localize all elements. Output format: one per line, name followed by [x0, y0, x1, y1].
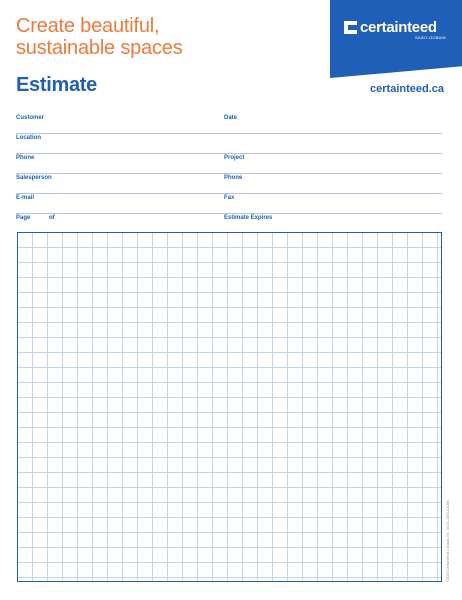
form-row-phone: [16, 153, 442, 174]
form-row-salesperson: [16, 173, 442, 194]
form-row-email: [16, 193, 442, 214]
tagline: [16, 15, 183, 59]
sketch-grid[interactable]: [17, 232, 442, 582]
phone-field-label: Phone: [16, 155, 35, 161]
fine-print: ©2023 CertainTeed Canada, Inc. 00-01-1824-CA-EN: [446, 500, 450, 582]
brand-logo: [344, 18, 437, 36]
of-field-label: of: [49, 215, 55, 221]
logo-mark-icon: [344, 21, 357, 34]
phone2-field-label: Phone: [224, 175, 243, 181]
location-field-label: Location: [16, 135, 41, 141]
fax-field-label: Fax: [224, 195, 235, 201]
customer-field-label: Customer: [16, 115, 45, 121]
form-row-customer: [16, 113, 442, 134]
document-title: Estimate: [16, 74, 97, 96]
website-link[interactable]: certainteed.ca: [370, 83, 444, 95]
tagline-line-1: Create beautiful,: [16, 15, 160, 37]
email-field-label: E-mail: [16, 195, 35, 201]
brand-subtitle: SAINT-GOBAIN: [415, 35, 446, 40]
brand-name: certainteed: [360, 18, 437, 36]
salesperson-field-label: Salesperson: [16, 175, 52, 181]
form-row-location: [16, 133, 442, 154]
page-field-label: Page: [16, 215, 31, 221]
project-field-label: Project: [224, 155, 245, 161]
estimate-expires-field-label: Estimate Expires: [224, 215, 273, 221]
tagline-line-2: sustainable spaces: [16, 37, 183, 59]
date-field-label: Date: [224, 115, 238, 121]
form-row-page: [16, 213, 442, 233]
